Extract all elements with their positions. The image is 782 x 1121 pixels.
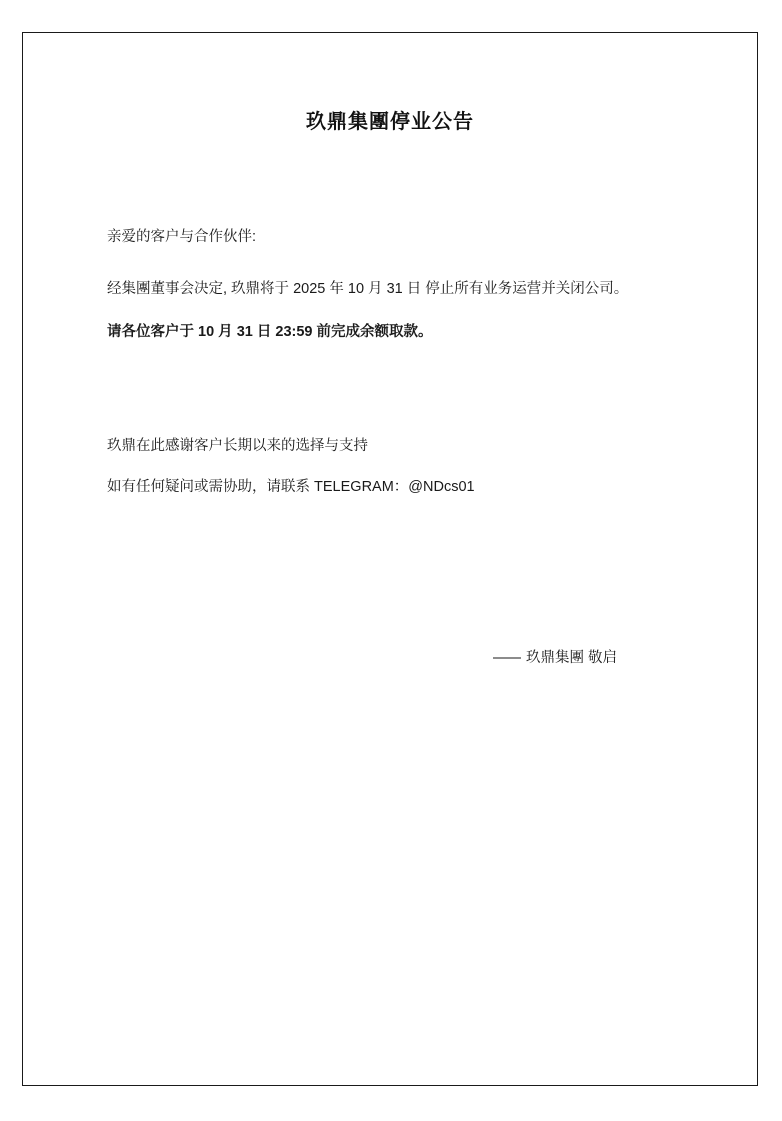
document-page <box>22 32 758 1086</box>
document-body <box>23 220 757 667</box>
contact-paragraph: 如有任何疑问或需协助，请联系 TELEGRAM：@NDcs01 <box>107 479 475 496</box>
withdrawal-deadline-paragraph: 请各位客户于 10 月 31 日 23:59 前完成余额取款。 <box>107 324 433 341</box>
signature-dash: —— <box>492 649 520 666</box>
salutation-paragraph: 亲爱的客户与合作伙伴: <box>107 229 257 245</box>
signature-text: 玖鼎集團 敬启 <box>525 649 617 666</box>
thanks-paragraph: 玖鼎在此感谢客户长期以来的选择与支持 <box>107 437 368 454</box>
closure-notice-paragraph: 经集團董事会决定, 玖鼎将于 2025 年 10 月 31 日 停止所有业务运营并关闭公司。 <box>107 280 629 297</box>
paragraph-spacer <box>107 351 697 429</box>
signature-block <box>107 646 697 667</box>
page-title: 玖鼎集團停业公告 <box>306 111 474 133</box>
